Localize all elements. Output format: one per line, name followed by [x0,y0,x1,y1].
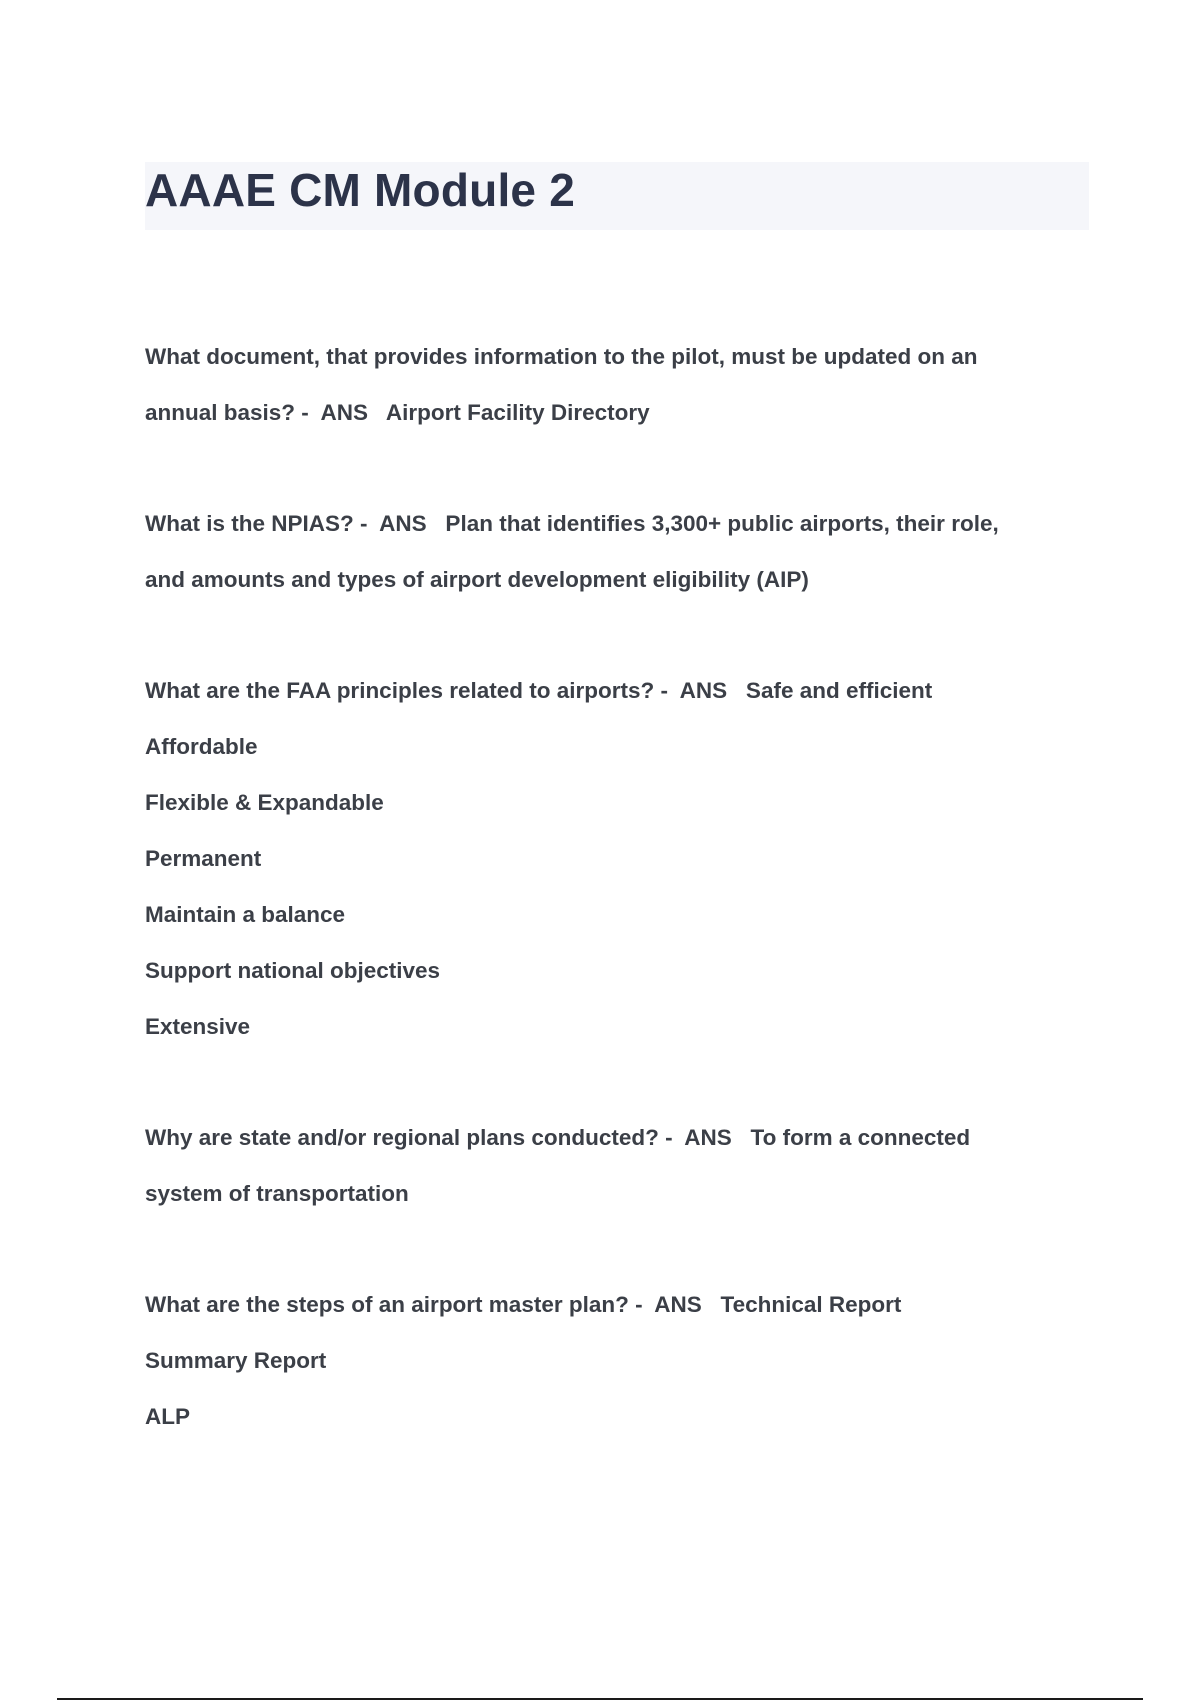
qa-line: system of transportation [145,1181,409,1206]
qa-item [145,1110,1085,1222]
qa-line: Why are state and/or regional plans conducted? - ANS To form a connected [145,1125,971,1150]
qa-line: Summary Report [145,1348,327,1373]
qa-line: What are the steps of an airport master plan? - ANS Technical Report [145,1292,902,1317]
qa-item [145,1277,1085,1445]
qa-line: ALP [145,1404,190,1429]
qa-line: Permanent [145,846,262,871]
qa-line: Support national objectives [145,958,441,983]
qa-line: Affordable [145,734,258,759]
qa-item [145,663,1085,1055]
qa-line: What document, that provides information to the pilot, must be updated on an [145,344,978,369]
qa-list [145,329,1085,1500]
qa-line: Extensive [145,1014,251,1039]
qa-item [145,496,1085,608]
qa-line: annual basis? - ANS Airport Facility Directory [145,400,650,425]
qa-line: Maintain a balance [145,902,346,927]
qa-line: What are the FAA principles related to airports? - ANS Safe and efficient [145,678,933,703]
qa-line: What is the NPIAS? - ANS Plan that identifies 3,300+ public airports, their role, [145,511,999,536]
qa-line: Flexible & Expandable [145,790,384,815]
qa-line: and amounts and types of airport development eligibility (AIP) [145,567,809,592]
page-title: AAAE CM Module 2 [145,164,575,216]
qa-item [145,329,1085,441]
